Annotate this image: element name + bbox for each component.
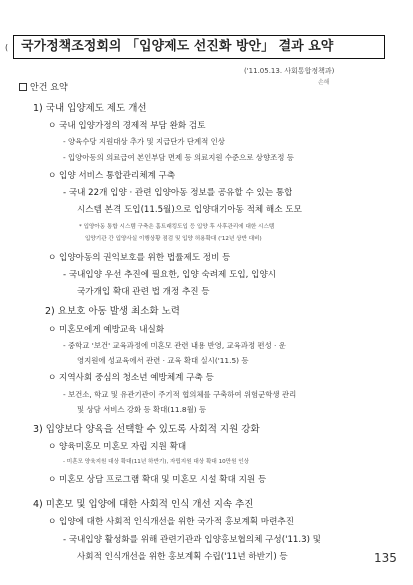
subsection-heading: 3) 입양보다 양육을 선택할 수 있도록 사회적 지원 강화 [33, 424, 260, 435]
subsection-heading: 4) 미혼모 및 입양에 대한 사회적 인식 개선 지속 추진 [33, 499, 254, 510]
dash-item: - 보건소, 학교 및 유관기관이 주기적 협의체를 구축하여 위험군학생 관리 [63, 390, 297, 399]
continuation-line: 사회적 인식개선을 위한 홍보계획 수립('11년 하반기) 등 [77, 552, 288, 562]
dash-item: - 국내입양 우선 추진에 필요한, 입양 숙려제 도입, 입양시 [63, 270, 277, 280]
footnote-line: * 입양아동 통합 시스템 구축은 홈트래킹도입 등 입양 후 사후관리에 대한 시스템 [79, 224, 275, 230]
checkbox-square-icon [19, 83, 27, 91]
dash-item: - 미혼모 양육지원 대상 확대(11년 하반기), 자립지원 대상 확대 10만원 인상 [63, 459, 250, 465]
section-heading-label: 안건 요약 [30, 83, 68, 93]
bullet-item: ㅇ 국내 입양가정의 경제적 부담 완화 검토 [48, 121, 206, 131]
subsection-heading: 2) 요보호 아동 발생 최소화 노력 [45, 306, 180, 317]
dash-item: - 입양아동의 의료급여 본인부담 면제 등 의료지원 수준으로 상향조정 등 [63, 153, 294, 162]
date-note: ('11.05.13. 사회통합정책과) [244, 67, 335, 75]
subsection-heading: 1) 국내 입양제도 제도 개선 [33, 103, 147, 114]
dash-item: - 중학교 '보건' 교육과정에 미혼모 관련 내용 반영, 교육과정 편성 · 운 [63, 341, 286, 350]
dash-item: - 양육수당 지원대상 추가 및 지급단가 단계적 인상 [63, 137, 225, 146]
footnote-line: 입양기관 간 입양사실 이행상황 점검 및 입양 허용확대 ('12년 상반 대비) [85, 236, 262, 242]
handwritten-note: 손해 [318, 79, 330, 86]
document-title: 국가정책조정회의 「입양제도 선진화 방안」 결과 요약 [13, 35, 385, 59]
bullet-item: ㅇ 지역사회 중심의 청소년 예방체계 구축 등 [48, 373, 214, 383]
continuation-line: 및 상담 서비스 강화 등 확대(11.8월) 등 [77, 405, 207, 414]
bullet-item: ㅇ 미혼모에게 예방교육 내실화 [48, 325, 165, 335]
bullet-item: ㅇ 미혼모 상담 프로그램 확대 및 미혼모 시설 확대 지원 등 [48, 475, 267, 485]
continuation-line: 영지원에 성교육에서 관련 · 교육 확대 실시('11.5) 등 [77, 356, 249, 365]
continuation-line: 시스템 본격 도입(11.5월)으로 입양대기아동 적체 해소 도모 [77, 205, 302, 215]
bullet-item: ㅇ 입양아동의 권익보호를 위한 법률제도 정비 등 [48, 253, 231, 263]
bullet-item: ㅇ 입양에 대한 사회적 인식개선을 위한 국가적 홍보계획 마련추진 [48, 517, 294, 527]
margin-mark: ( [5, 43, 9, 52]
continuation-line: 국가개입 확대 관련 법 개정 추진 등 [77, 287, 210, 297]
page-number: 135 [374, 551, 397, 565]
bullet-item: ㅇ 입양 서비스 통합관리체계 구축 [48, 171, 176, 181]
bullet-item: ㅇ 양육미혼모 미혼모 자립 지원 확대 [48, 442, 187, 452]
section-heading [19, 80, 68, 93]
dash-item: - 국내입양 활성화를 위해 관련기관과 입양홍보협의체 구성('11.3) 및 [63, 535, 321, 545]
dash-item: - 국내 22개 입양 · 관련 입양아동 정보를 공유할 수 있는 통합 [63, 188, 293, 198]
